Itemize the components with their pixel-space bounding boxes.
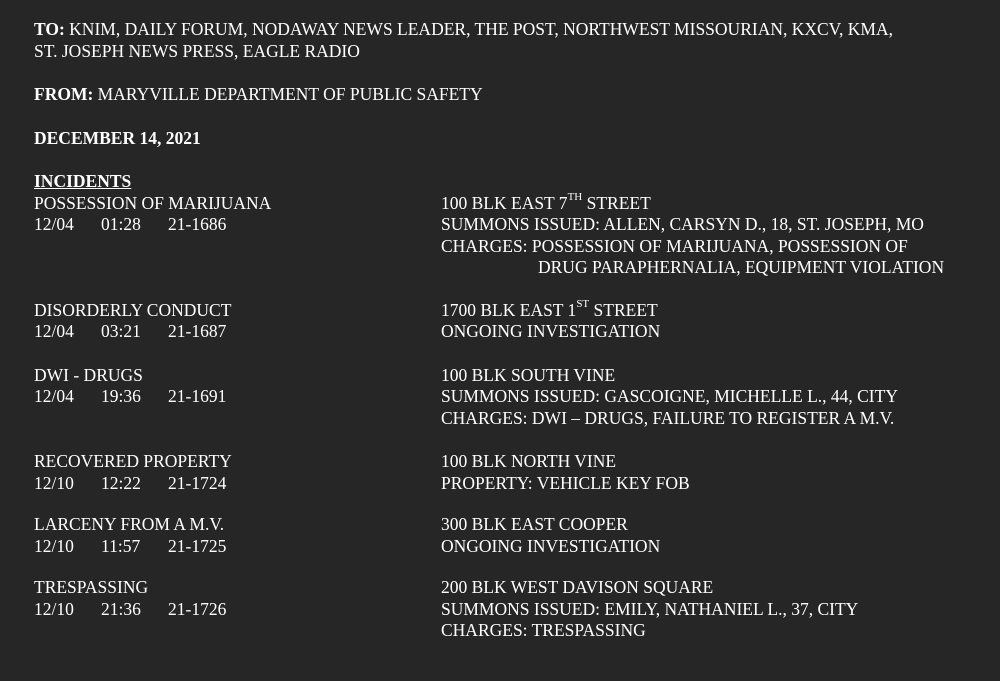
incident-location: 300 BLK EAST COOPER [441, 514, 628, 534]
incident-status: ONGOING INVESTIGATION [441, 535, 661, 556]
incident-meta [34, 214, 441, 236]
incident-summary [34, 577, 441, 642]
incident-meta [34, 321, 441, 343]
recipients-text: KNIM, DAILY FORUM, NODAWAY NEWS LEADER, THE POST, NORTHWEST MISSOURIAN, KXCV, KMA, [69, 19, 894, 39]
incident-entry [34, 190, 984, 279]
incident-location: 1700 BLK EAST 1ST STREET [441, 297, 658, 320]
incident-time: 11:57 [101, 535, 141, 556]
incident-status: ONGOING INVESTIGATION [441, 321, 661, 341]
incident-entry [34, 365, 984, 430]
incident-location: 200 BLK WEST DAVISON SQUARE [441, 577, 714, 597]
incident-case-number: 21-1686 [168, 214, 227, 234]
to-label: TO: [34, 19, 65, 39]
incident-meta [34, 386, 441, 408]
incident-time: 19:36 [101, 386, 141, 406]
incidents-heading: INCIDENTS [34, 171, 132, 191]
incident-location: 100 BLK NORTH VINE [441, 451, 617, 471]
incident-summons: SUMMONS ISSUED: ALLEN, CARSYN D., 18, ST. JOSEPH, MO [441, 214, 924, 234]
incident-date: 12/10 [34, 535, 74, 556]
incident-property: PROPERTY: VEHICLE KEY FOB [441, 472, 690, 493]
incident-summary [34, 365, 441, 430]
incident-details [441, 514, 984, 557]
incident-location: 100 BLK SOUTH VINE [441, 364, 616, 385]
incident-case-number: 21-1691 [168, 386, 227, 406]
incident-type: TRESPASSING [34, 577, 149, 597]
incident-details [441, 451, 984, 494]
incident-time: 12:22 [101, 472, 141, 493]
incident-case-number: 21-1725 [168, 535, 227, 556]
incident-summary [34, 514, 441, 557]
incident-case-number: 21-1687 [168, 321, 227, 341]
recipients-block [34, 19, 984, 62]
incident-type: LARCENY FROM A M.V. [34, 514, 225, 534]
incident-meta [34, 536, 441, 558]
release-date: DECEMBER 14, 2021 [34, 127, 201, 148]
incident-meta [34, 599, 441, 621]
incident-date: 12/04 [34, 321, 74, 341]
from-label: FROM: [34, 84, 94, 104]
incident-case-number: 21-1724 [168, 472, 227, 493]
incident-date: 12/10 [34, 472, 74, 493]
recipients-text-continued: ST. JOSEPH NEWS PRESS, EAGLE RADIO [34, 40, 360, 61]
incident-details [441, 190, 984, 279]
incident-entry [34, 297, 984, 343]
incident-time: 03:21 [101, 321, 141, 341]
incident-summary [34, 451, 441, 494]
incident-charges: CHARGES: POSSESSION OF MARIJUANA, POSSESSION OF [441, 235, 908, 256]
press-release-document [34, 19, 984, 642]
incident-summons: SUMMONS ISSUED: EMILY, NATHANIEL L., 37, CITY [441, 598, 859, 619]
incident-entry [34, 577, 984, 642]
incident-date: 12/04 [34, 214, 74, 234]
incident-type: DWI - DRUGS [34, 364, 143, 385]
incident-summary [34, 300, 441, 343]
incident-details [441, 577, 984, 642]
sender-text: MARYVILLE DEPARTMENT OF PUBLIC SAFETY [97, 84, 483, 104]
sender-block [34, 84, 984, 106]
incident-case-number: 21-1726 [168, 598, 227, 619]
incident-date: 12/04 [34, 386, 74, 406]
incident-date: 12/10 [34, 598, 74, 619]
incident-charges: CHARGES: TRESPASSING [441, 620, 646, 640]
incident-meta [34, 473, 441, 495]
incident-summons: SUMMONS ISSUED: GASCOIGNE, MICHELLE L., 44, CITY [441, 386, 898, 406]
incident-location: 100 BLK EAST 7TH STREET [441, 190, 651, 213]
incident-entry [34, 451, 984, 494]
incident-charges: CHARGES: DWI – DRUGS, FAILURE TO REGISTER A M.V. [441, 407, 895, 428]
incident-summary [34, 193, 441, 279]
incident-details [441, 297, 984, 343]
incident-charges-continued: DRUG PARAPHERNALIA, EQUIPMENT VIOLATION [538, 257, 945, 277]
incident-type: RECOVERED PROPERTY [34, 451, 232, 471]
incident-type: POSSESSION OF MARIJUANA [34, 192, 272, 213]
incident-type: DISORDERLY CONDUCT [34, 299, 232, 320]
incident-time: 01:28 [101, 214, 141, 234]
incident-entry [34, 514, 984, 557]
incident-details [441, 365, 984, 430]
incident-time: 21:36 [101, 598, 141, 619]
